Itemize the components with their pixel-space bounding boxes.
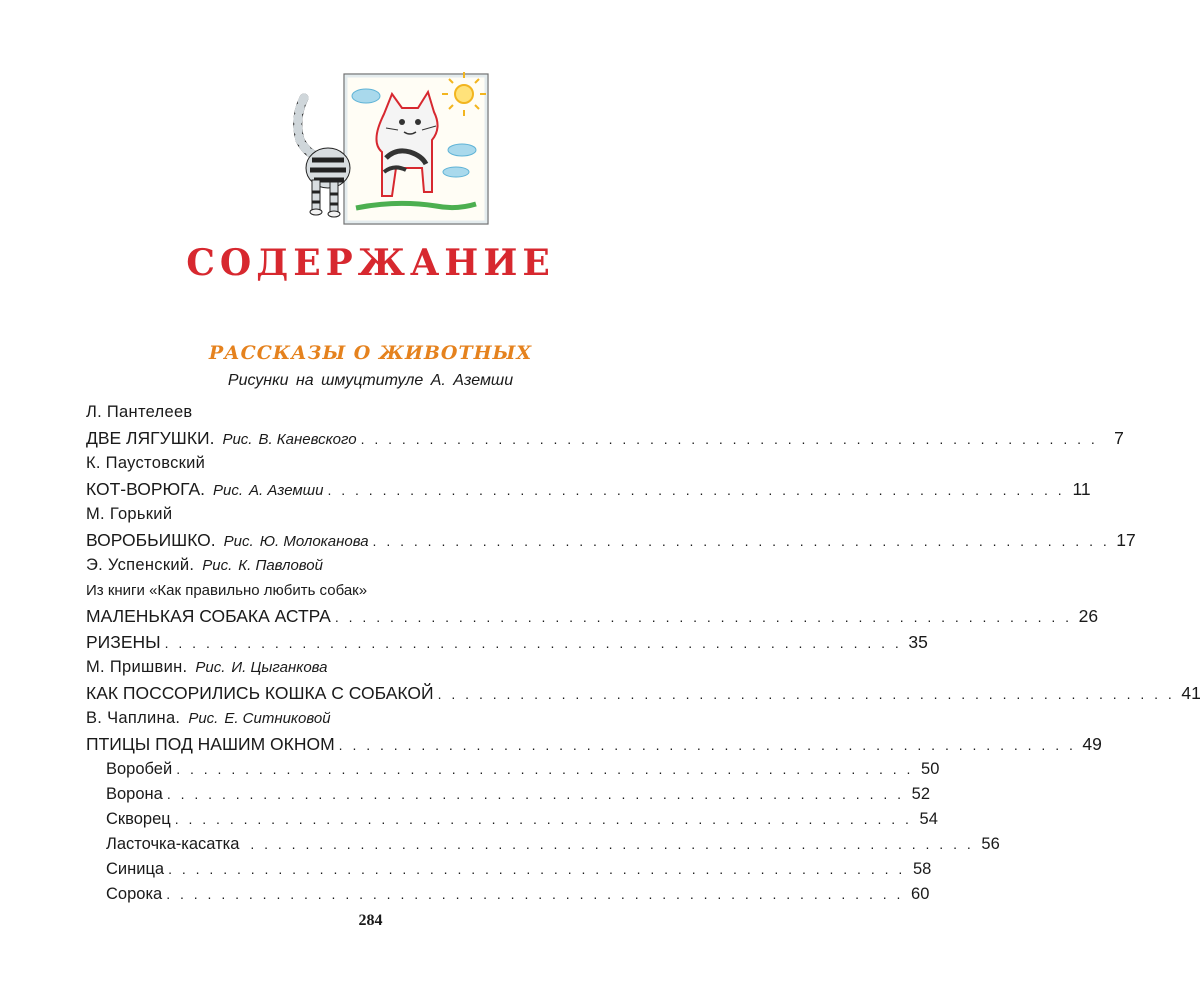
toc-subentry-title: Ворона (106, 785, 163, 803)
toc-subentry-title: Синица (106, 860, 165, 878)
illustrator-credit: Рис. В. Каневского (222, 431, 357, 448)
toc-entry-title: КОТ-ВОРЮГА. (86, 479, 206, 499)
toc-author: М. Пришвин. Рис. И. Цыганкова (86, 655, 678, 680)
toc-subentry[interactable] (86, 882, 930, 907)
illustrator-credit: Рис. Ю. Молоканова (223, 533, 369, 550)
toc-subentry-title: Скворец (106, 810, 171, 828)
toc-page-number: 56 (981, 835, 1000, 853)
toc-subentry[interactable] (86, 832, 1000, 857)
toc-entry[interactable] (86, 476, 1091, 502)
toc-entry[interactable] (86, 603, 1099, 629)
toc-page-number: 41 (1181, 683, 1201, 703)
toc-subentry-title: Сорока (106, 885, 163, 903)
toc-page-number: 26 (1078, 606, 1099, 626)
dot-leader: . . . . . . . . . . . . . . . . . . . . . . . . . . . . . . . . . . . . . . . . . . . . . . . . . . . . . . (372, 533, 1110, 549)
dot-leader: . . . . . . . . . . . . . . . . . . . . . . . . . . . . . . . . . . . . . . . . . . . . . . . . . . . . . (243, 836, 974, 852)
toc-subentry-title: Ласточка-касатка (106, 835, 240, 853)
dot-leader: . . . . . . . . . . . . . . . . . . . . . . . . . . . . . . . . . . . . . . . . . . . . . . . . . . . . . . (327, 482, 1065, 498)
dot-leader: . . . . . . . . . . . . . . . . . . . . . . . . . . . . . . . . . . . . . . . . . . . . . . . . . . . . . . (174, 811, 912, 827)
section-title: РАССКАЗЫ О ЖИВОТНЫХ (208, 342, 533, 364)
toc-page-number: 7 (1114, 428, 1124, 448)
toc-entry-title: ДВЕ ЛЯГУШКИ. (86, 428, 215, 448)
toc-page-number: 58 (912, 860, 932, 878)
page-title: СОДЕРЖАНИЕ (186, 242, 555, 284)
toc-author: М. Горький (86, 505, 173, 523)
toc-entry-title: МАЛЕНЬКАЯ СОБАКА АСТРА (86, 606, 331, 626)
dot-leader: . . . . . . . . . . . . . . . . . . . . . . . . . . . . . . . . . . . . . . . . . . . . . . . . . . . . . . (176, 761, 914, 777)
toc-entry-title: ВОРОБЬИШКО. (86, 530, 216, 550)
toc-page-number: 50 (921, 760, 940, 778)
toc-subentry[interactable] (86, 757, 940, 782)
illustrator-credit: Рис. Е. Ситниковой (188, 710, 331, 727)
toc-page-number: 60 (911, 885, 930, 903)
toc-entry[interactable] (86, 680, 1201, 706)
toc-page-number: 49 (1082, 734, 1102, 754)
illustrator-credit: Рис. И. Цыганкова (195, 659, 328, 676)
dot-leader: . . . . . . . . . . . . . . . . . . . . . . . . . . . . . . . . . . . . . . . . . . . . . . . . . . . . . . (164, 635, 902, 651)
table-of-contents (86, 400, 1201, 907)
dot-leader: . . . . . . . . . . . . . . . . . . . . . . . . . . . . . . . . . . . . . . . . . . . . . . . . . . . . . . (338, 737, 1076, 753)
dot-leader: . . . . . . . . . . . . . . . . . . . . . . . . . . . . . . . . . . . . . . . . . . . . . . . . . . . . . . (168, 861, 906, 877)
toc-subentry[interactable] (86, 782, 931, 807)
toc-page-number: 11 (1072, 479, 1091, 499)
illustrator-credit: Рис. К. Павловой (202, 557, 323, 574)
toc-subentry[interactable] (86, 857, 932, 882)
toc-author: Э. Успенский. Рис. К. Павловой (86, 553, 678, 578)
illustrator-credit: Рис. А. Аземши (213, 482, 324, 499)
book-note: Из книги «Как правильно любить собак» (86, 582, 368, 599)
toc-page-number: 54 (919, 810, 938, 828)
dot-leader: . . . . . . . . . . . . . . . . . . . . . . . . . . . . . . . . . . . . . . . . . . . . . . . . . . . . . . (166, 786, 905, 802)
dot-leader: . . . . . . . . . . . . . . . . . . . . . . . . . . . . . . . . . . . . . . . . . . . . . . . . . . . . . . (334, 609, 1073, 625)
dot-leader: . . . . . . . . . . . . . . . . . . . . . . . . . . . . . . . . . . . . . . . . . . . . . . . . . . . . . . (166, 886, 904, 902)
toc-subentry[interactable] (86, 807, 938, 832)
dot-leader: . . . . . . . . . . . . . . . . . . . . . . . . . . . . . . . . . . . . . . . . . . . . . . . . . . . . . . (360, 431, 1098, 447)
toc-entry-title: КАК ПОССОРИЛИСЬ КОШКА С СОБАКОЙ (86, 683, 434, 703)
toc-entry-title: РИЗЕНЫ (86, 632, 161, 652)
striped-cat-icon (298, 98, 350, 217)
dot-leader: . . . . . . . . . . . . . . . . . . . . . . . . . . . . . . . . . . . . . . . . . . . . . . . . . . . . . . (437, 686, 1175, 702)
toc-page-number: 52 (911, 785, 931, 803)
toc-page-number: 35 (908, 632, 928, 652)
cat-drawing-illustration (286, 68, 496, 228)
toc-page-number: 17 (1116, 530, 1136, 550)
toc-subentry-title: Воробей (106, 760, 173, 778)
toc-entry[interactable] (86, 425, 1124, 451)
toc-author: В. Чаплина. Рис. Е. Ситниковой (86, 706, 678, 731)
section-credit: Рисунки на шмуцтитуле А. Аземши (227, 372, 514, 389)
toc-entry[interactable] (86, 731, 1102, 757)
toc-entry[interactable] (86, 527, 1136, 553)
page-number: 284 (358, 912, 383, 929)
toc-author: К. Паустовский (86, 454, 206, 472)
toc-author: Л. Пантелеев (86, 403, 193, 421)
toc-entry[interactable] (86, 629, 928, 655)
toc-entry-title: ПТИЦЫ ПОД НАШИМ ОКНОМ (86, 734, 335, 754)
